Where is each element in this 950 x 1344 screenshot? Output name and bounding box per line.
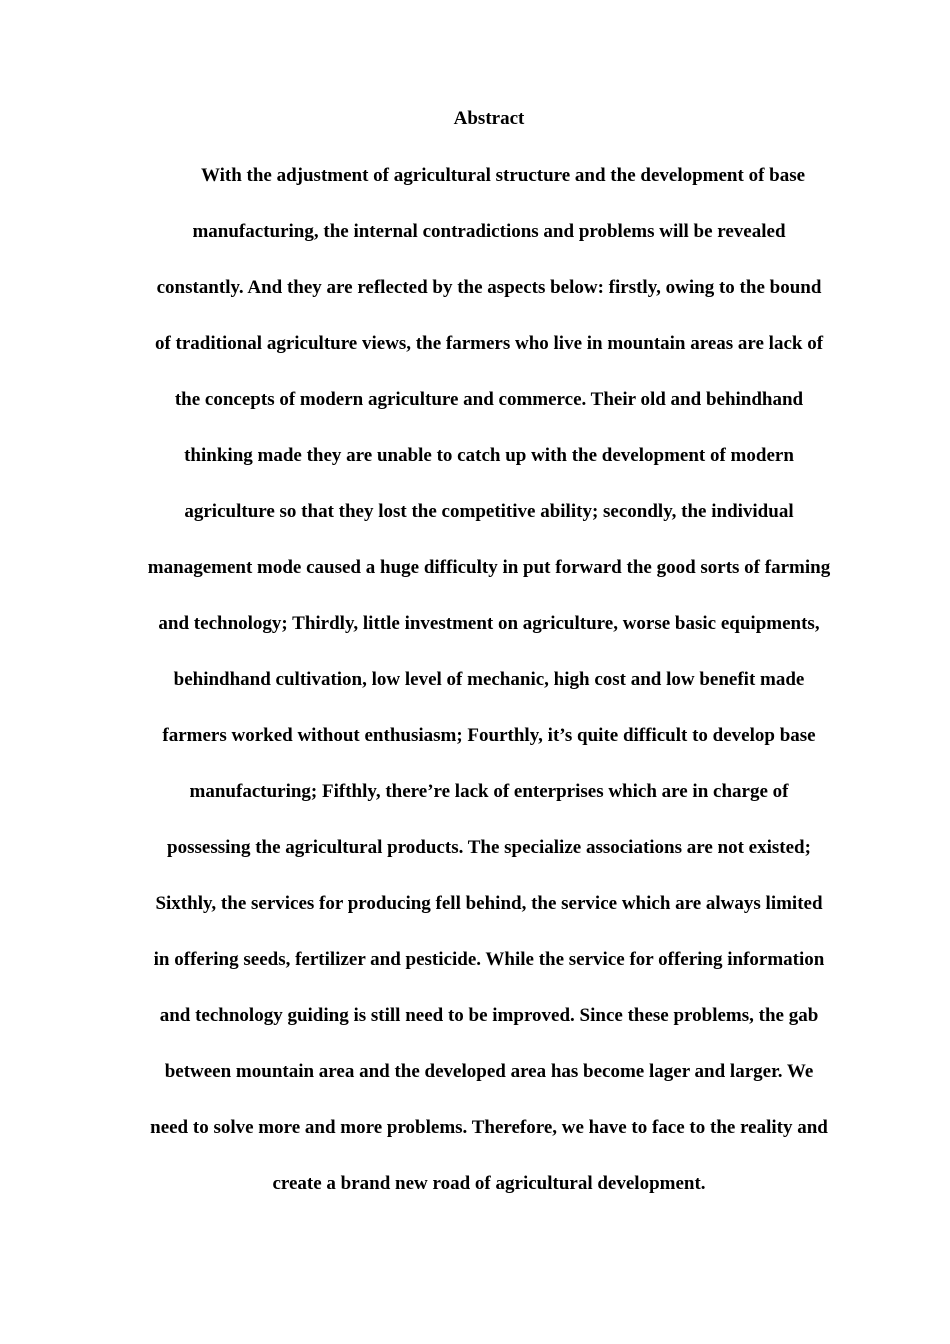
abstract-line: create a brand new road of agricultural development. [272, 1173, 706, 1194]
abstract-line: behindhand cultivation, low level of mechanic, high cost and low benefit made [173, 669, 805, 690]
abstract-title: Abstract [453, 108, 525, 129]
abstract-line: thinking made they are unable to catch up with the development of modern [184, 445, 794, 466]
abstract-line: of traditional agriculture views, the farmers who live in mountain areas are lack of [154, 333, 824, 354]
abstract-line: and technology guiding is still need to be improved. Since these problems, the gab [159, 1005, 819, 1026]
abstract-line: the concepts of modern agriculture and commerce. Their old and behindhand [174, 389, 804, 410]
abstract-line: in offering seeds, fertilizer and pesticide. While the service for offering information [153, 949, 825, 970]
abstract-line: farmers worked without enthusiasm; Fourthly, it’s quite difficult to develop base [162, 725, 816, 746]
abstract-line: With the adjustment of agricultural structure and the development of base [200, 165, 806, 186]
abstract-line: possessing the agricultural products. The specialize associations are not existed; [167, 837, 811, 858]
abstract-line: and technology; Thirdly, little investment on agriculture, worse basic equipments, [158, 613, 820, 634]
abstract-line: management mode caused a huge difficulty in put forward the good sorts of farming [147, 557, 831, 578]
abstract-line: need to solve more and more problems. Therefore, we have to face to the reality and [150, 1117, 828, 1138]
abstract-line: manufacturing; Fifthly, there’re lack of enterprises which are in charge of [189, 781, 789, 802]
abstract-line: agriculture so that they lost the competitive ability; secondly, the individual [184, 501, 794, 522]
abstract-line: Sixthly, the services for producing fell behind, the service which are always limited [155, 893, 823, 914]
abstract-line: between mountain area and the developed area has become lager and larger. We [164, 1061, 814, 1082]
abstract-line: manufacturing, the internal contradictions and problems will be revealed [192, 221, 786, 242]
abstract-line: constantly. And they are reflected by the aspects below: firstly, owing to the bound [156, 277, 822, 298]
abstract-body [0, 163, 950, 1227]
